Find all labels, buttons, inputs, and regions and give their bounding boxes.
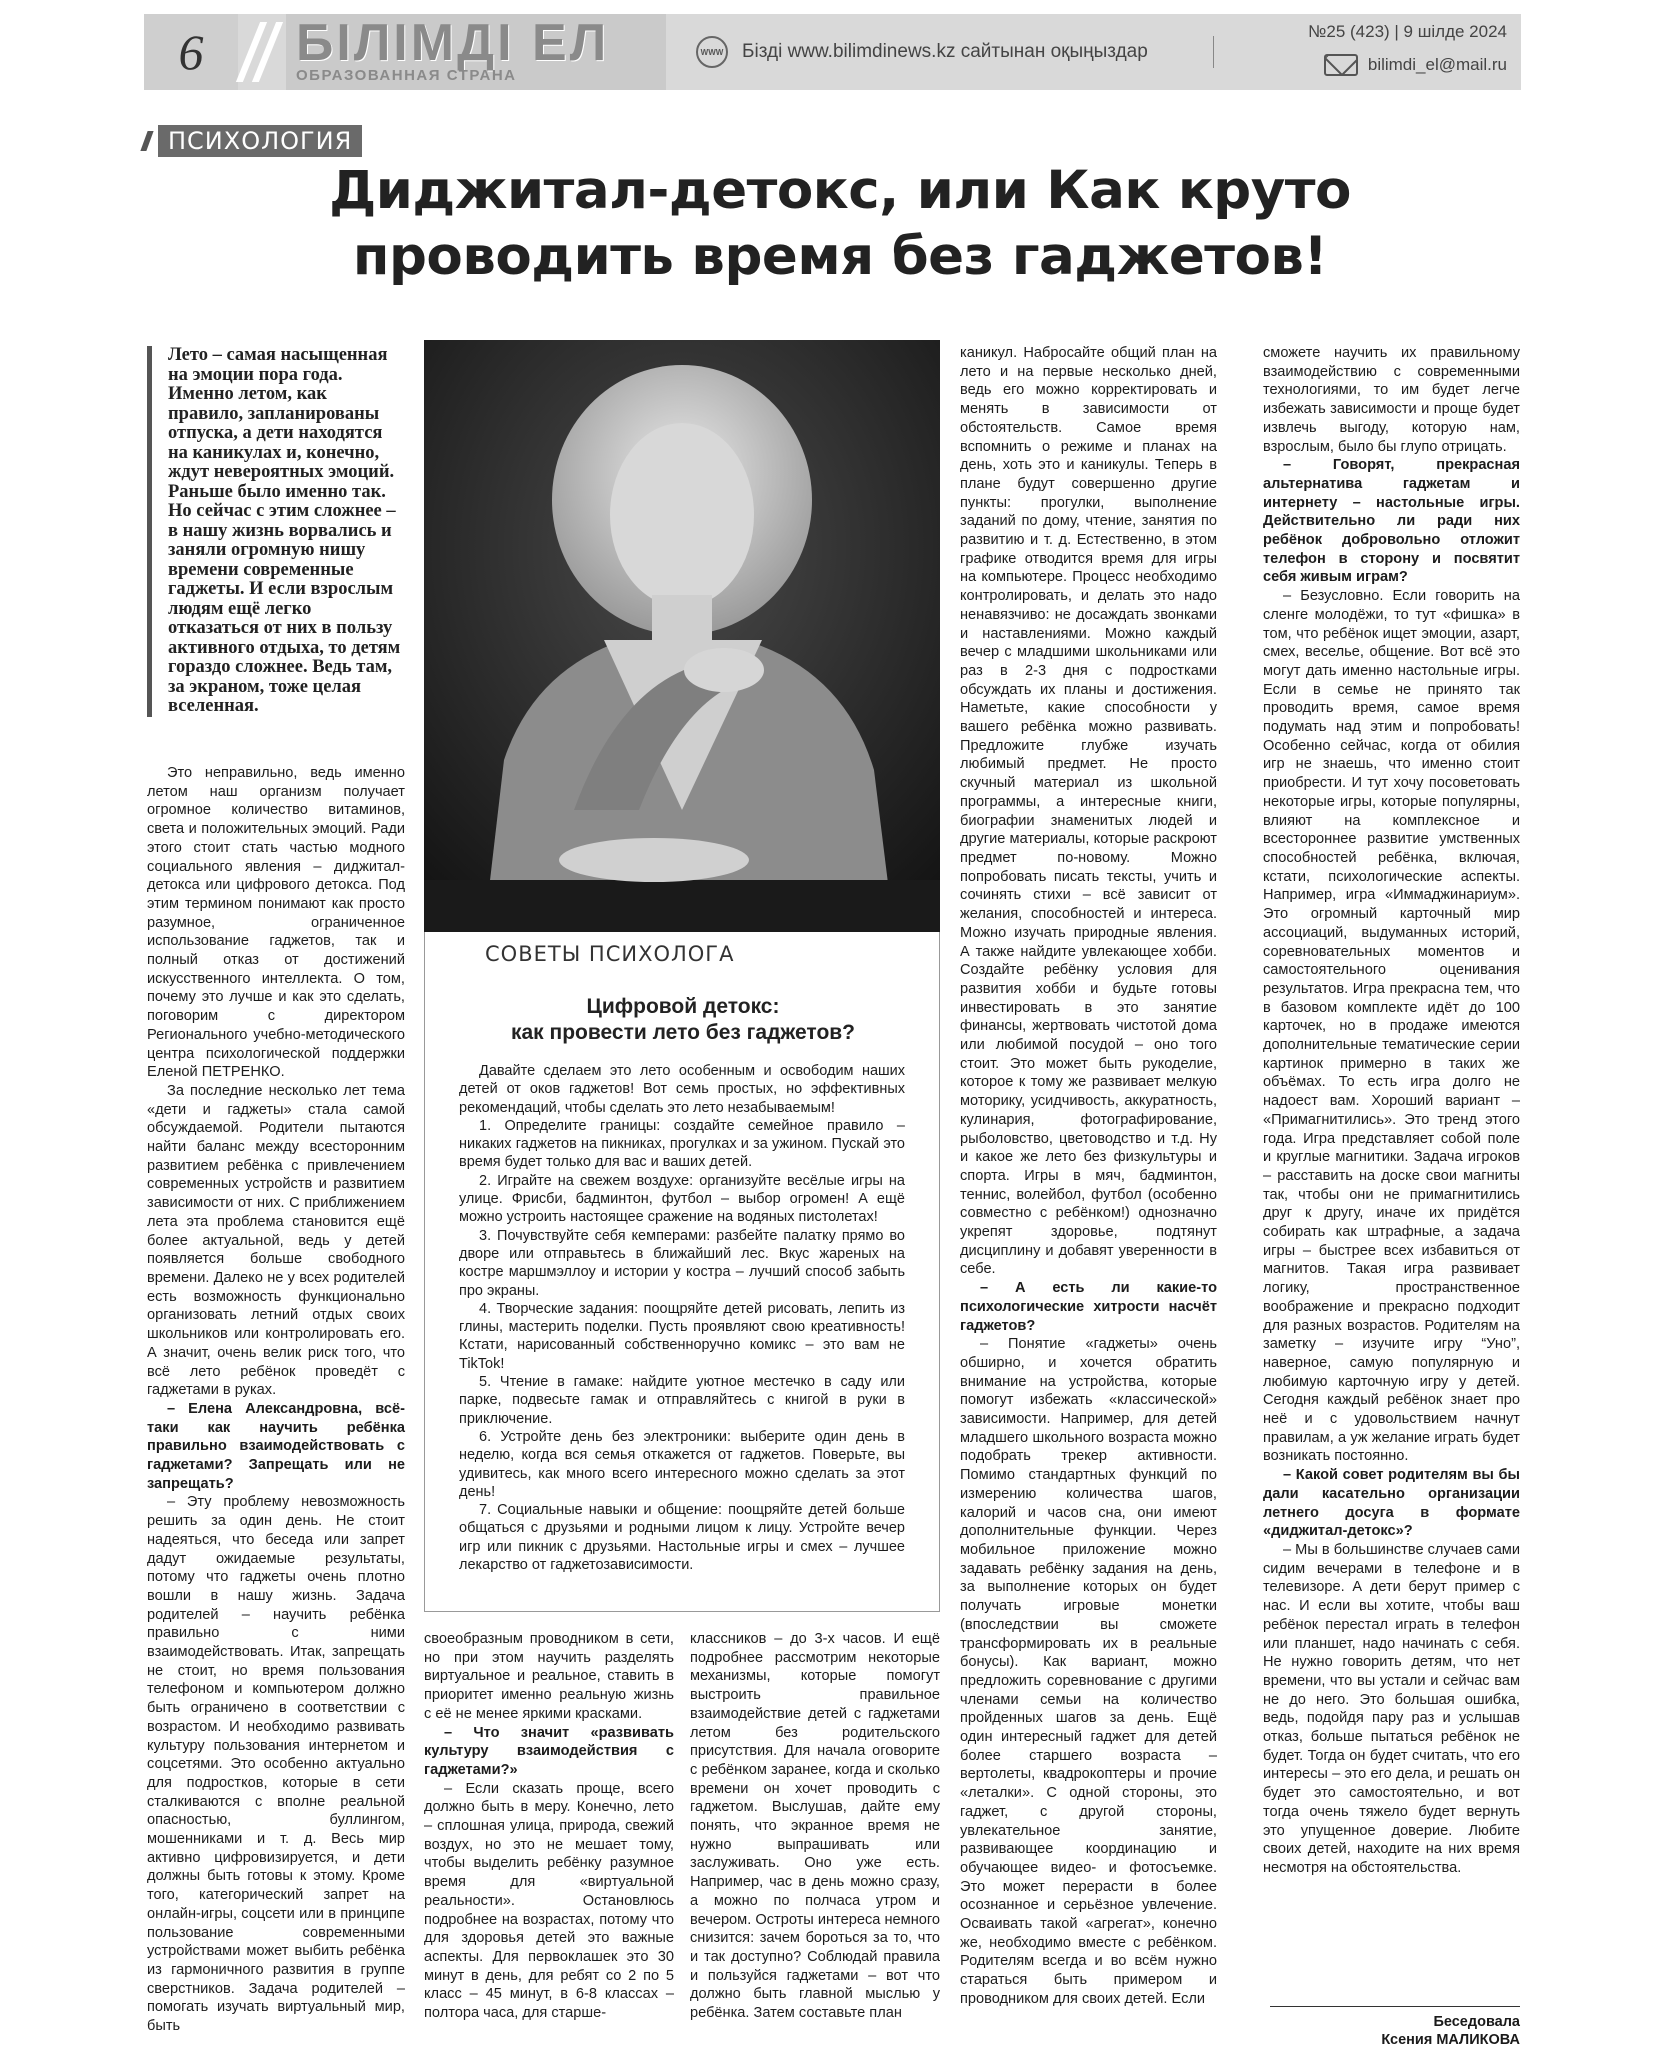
article-lead: Лето – самая насыщенная на эмоции пора года. Именно летом, как правило, запланированы отпуска, а дети находятся на каникулах и, конечно, ждут невероятных эмоций. Раньше было именно так. Но сейчас с этим сложнее – в нашу жизнь ворвались и заняли огромную нишу времени современные гаджеты. И если взрослым людям ещё легко отказаться от них в пользу активного отдыха, то детям гораздо сложнее. Ведь там, за экраном, тоже целая вселенная. [147,346,404,717]
tip-paragraph: 3. Почувствуйте себя кемперами: разбейте палатку прямо во дворе или отправьтесь в ближайший лес. Вкус жареных на костре маршмэллоу и истории у костра – лучший способ забыть про экраны. [459,1227,905,1299]
site-banner [666,14,1203,90]
chevron-decoration [238,14,286,90]
paragraph: – Понятие «гаджеты» очень обширно, и хочется обратить внимание на устройства, которые помогут избежать «классической» зависимости. Например, для детей младшего школьного возраста можно подобрать трекер активности. Помимо стандартных функций по измерению количества шагов, калорий и часов сна, они имеют дополнительные функции. Через мобильное приложение можно задавать ребёнку задания на день, за выполнение которых он будет получать игровые монетки (впоследствии вы сможете трансформировать их в реальные бонусы). Как вариант, можно предложить соревнование с другими членами семьи на количество пройденных шагов за день. Ещё один интересный гаджет для детей более старшего возраста – вертолеты, квадрокоптеры и прочие «леталки». С одной стороны, это гаджет, с другой стороны, увлекательное занятие, развивающее координацию и обучающее видео- и фотосъемке. Это может перерасти в более осознанное и серьёзное увлечение. Осваивать такой «агрегат», конечно же, необходимо вместе с ребёнком. Родителям всегда и во всём нужно стараться быть примером и проводником для своих детей. Если [960,1336,1217,2007]
globe-www-icon: WWW [696,36,728,68]
rubric-marker-icon [140,131,155,151]
paragraph: классников – до 3-х часов. И ещё подробнее рассмотрим некоторые механизмы, которые помогут выстроить правильное взаимодействие детей с гаджетами летом без родительского присутствия. Для начала оговорите с ребёнком заранее, когда и сколько времени он хочет проводить с гаджетом. Выслушав, дайте ему понять, что экранное время не нужно выпрашивать или заслуживать. Оно уже есть. Например, час в день можно сразу, а можно по полчаса утром и вечером. Остроты интереса немного снизится: зачем бороться за то, что и так доступно? Соблюдай правила и пользуйся гаджетами – вот что должно быть главной мыслью у ребёнка. Затем составьте план [690,1631,940,2022]
paragraph: – Если сказать проще, всего должно быть в меру. Конечно, лето – сплошная улица, природа, свежий воздух, но это не мешает тому, чтобы выделить ребёнку разумное время для «виртуальной реальности». Остановлюсь подробнее на возрастах, потому что для здоровья детей это важные аспекты. Для первоклашек это 30 минут в день, для ребят со 2 по 5 класс – 45 минут, в 6-8 классах – полтора часа, для старше- [424,1780,674,2022]
logo-main-text: БІЛІМДІ ЕЛ [296,13,610,72]
rubric-label: ПСИХОЛОГИЯ [158,125,362,157]
page-number: 6 [144,14,238,90]
email-row [1233,54,1507,76]
signature-line2: Ксения МАЛИКОВА [1381,2032,1520,2048]
tip-paragraph: 6. Устройте день без электроники: выберите один день в неделю, когда вся семья откажется от гаджетов. Поверьте, вы удивитесь, как много всего интересного можно сделать за этот день! [459,1428,905,1500]
tip-paragraph: 7. Социальные навыки и общение: поощряйте детей больше общаться с друзьями и родными лицом к лицу. Устройте вечер игр или пикник с друзьями. Настольные игры и смех – лучшее лекарство от гаджетозависимости. [459,1502,905,1574]
envelope-icon [1324,54,1358,76]
issue-number-date: №25 (423) | 9 шілде 2024 [1308,22,1507,41]
article-title-line1: Диджитал-детокс, или Как круто [329,160,1351,221]
portrait-photo [424,340,940,932]
email-address[interactable]: bilimdi_el@mail.ru [1367,55,1507,74]
article-title-line2: проводить время без гаджетов! [352,226,1328,287]
paragraph: каникул. Набросайте общий план на лето и на первые несколько дней, ведь его можно корректировать и менять в зависимости от обстоятельств. Самое время вспомнить о режиме и планах на день, хоть это и каникулы. Теперь в плане будут совершенно другие пункты: прогулки, выполнение заданий по дому, чтение, занятия по развитию и т. д. Естественно, в этом графике отводится время для игры на компьютере. Процесс необходимо контролировать, и делать это надо ненавязчиво: не досаждать звонками и наставлениями. Можно каждый вечер с младшими школьниками или раз в 2-3 дня с подростками обсуждать их планы и достижения. Наметьте, какие способности у вашего ребёнка можно развивать. Предложите глубже изучать любимый предмет. Не просто скучный материал из школьной программы, а интересные книги, биографии знаменитых людей и другие материалы, которые раскроют предмет по-новому. Можно попробовать писать тексты, учить и сочинять стихи – всё зависит от желания, способностей и интереса. Можно изучать природные явления. А также найдите увлекающее хобби. Создайте ребёнку условия для развития хобби и будьте готовы инвестировать в это занятие финансы, жертвовать чистотой дома или любимой посудой – оно того стоит. Это может быть рукоделие, которое к тому же развивает мелкую моторику, усидчивость, аккуратность, кулинария, фотографирование, рыболовство, цветоводство и т.д. Ну и какое же лето без физкультуры и спорта. Игры в мяч, бадминтон, теннис, волейбол, футбол (особенно совместно с ребёнком!) однозначно укрепят здоровье, подтянут дисциплину и добавят уверенности в себе. [960,345,1217,1278]
paragraph: сможете научить их правильному взаимодействию с современными технологиями, то им будет легче избежать зависимости и проще будет извлечь выгоду, которую нам, взрослым, было бы глупо отрицать. [1263,345,1520,455]
column-3 [690,1630,940,2023]
newspaper-logo [286,14,666,90]
tip-paragraph: 5. Чтение в гамаке: найдите уютное местечко в саду или парке, подвесьте гамак и отправляйтесь с книгой в руки в приключение. [459,1374,905,1427]
tip-paragraph: 4. Творческие задания: поощряйте детей рисовать, лепить из глины, мастерить поделки. Пусть проявляют свою креативность! Кстати, нарисованный собственноручно комикс – это вам не TikTok! [459,1300,905,1372]
section-rubric [144,124,362,158]
tip-paragraph: 1. Определите границы: создайте семейное правило – никаких гаджетов на пикниках, прогулках и за ужином. Пускай это время будет только для вас и ваших детей. [459,1117,905,1171]
paragraph: – Мы в большинстве случаев сами сидим вечерами в телефоне и в телевизоре. А дети берут пример с нас. И если вы хотите, чтобы ваш ребёнок перестал играть в телефон или планшет, надо начинать с себя. Не нужно говорить детям, что нет времени, что вы устали и сейчас вам не до него. Это большая ошибка, ведь, подойдя пару раз и услышав отказ, больше пытаться ребёнок не будет. Тогда он будет считать, что его интересы – это его дела, и решать он будет это самостоятельно, и вот тогда очень тяжело будет вернуть это упущенное доверие. Любите своих детей, находите на них время несмотря на обстоятельства. [1263,1542,1520,1876]
tip-paragraph: 2. Играйте на свежем воздухе: организуйте весёлые игры на улице. Фрисби, бадминтон, футбол – выбор огромен! А ещё можно устроить настоящее сражение на водяных пистолетах! [459,1172,905,1226]
interview-question: – Какой совет родителям вы бы дали касательно организации летнего досуга в формате «диджитал-детокс»? [1263,1467,1520,1540]
interview-question: – Елена Александровна, всё-таки как научить ребёнка правильно взаимодействовать с гаджетами? Запрещать или не запрещать? [147,1400,405,1492]
paragraph: Это неправильно, ведь именно летом наш организм получает огромное количество витаминов, света и положительных эмоций. Ради этого стоит стать частью модного социального явления – диджитал-детокса или цифрового детокса. Под этим термином понимают как просто разумное, ограниченное использование гаджетов, так и полный отказ от достижений искусственного интеллекта. О том, почему это лучше и как это сделать, поговорим с директором Регионального учебно-методического центра психологической поддержки Еленой ПЕТРЕНКО. [147,765,405,1081]
column-1 [147,764,405,2036]
paragraph: За последние несколько лет тема «дети и гаджеты» стала самой обсуждаемой. Родители пытаются найти баланс между всесторонним развитием ребёнка с привлечением современных устройств и развитием зависимости от них. С приближением лета эта проблема становится ещё более актуальной, ведь у детей появляется больше свободного времени. Далеко не у всех родителей есть возможность функционально организовать летний отдых своих школьников или контролировать его. А значит, очень велик риск того, что всё лето ребёнок проведёт с гаджетами в руках. [147,1082,405,1399]
column-4 [960,344,1217,2009]
signature-line1: Беседовала [1433,2014,1520,2030]
site-link-text[interactable]: Бізді www.bilimdinews.kz сайтынан оқыңыздар [742,41,1148,62]
box-title-line1: Цифровой детокс: [586,995,780,1018]
logo-sub-text: ОБРАЗОВАННАЯ СТРАНА [296,66,517,84]
issue-info [1203,14,1521,90]
interview-question: – А есть ли какие-то психологические хитрости насчёт гаджетов? [960,1280,1217,1334]
box-title-line2: как провести лето без гаджетов? [510,1021,856,1044]
tip-paragraph: Давайте сделаем это лето особенным и освободим наших детей от оков гаджетов! Вот семь простых, но эффективных рекомендаций, чтобы сделать это лето незабываемым! [459,1063,905,1116]
interview-question: – Говорят, прекрасная альтернатива гаджетам и интернету – настольные игры. Действительно ли ради них ребёнок добровольно отложит телефон в сторону и посвятит себя живым играм? [1263,457,1520,586]
psychologist-tips-box [424,932,940,1612]
paragraph: – Эту проблему невозможность решить за один день. Не стоит надеяться, что беседа или запрет дадут ожидаемые результаты, потому что гаджеты очень плотно вошли в нашу жизнь. Задача родителей – научить ребёнка правильно с ними взаимодействовать. Итак, запрещать не стоит, но время пользования телефоном и компьютером должно быть ограничено в соответствии с возрастом. И необходимо развивать культуру пользования интернетом и соцсетями. Это особенно актуально для подростков, которые в сети сталкиваются с вполне реальной опасностью, буллингом, мошенниками и т. д. Весь мир активно цифровизируется, и дети должны быть готовы к этому. Кроме того, категорический запрет на онлайн-игры, соцсети или в принципе пользование современными устройствами может выбить ребёнка из гармоничного развития в группе сверстников. Задача родителей – помогать изучать виртуальный мир, быть [147,1494,405,2035]
column-2 [424,1630,674,2023]
box-kicker: СОВЕТЫ ПСИХОЛОГА [485,942,735,966]
paragraph: своеобразным проводником в сети, но при этом научить разделять виртуальное и реальное, ставить в приоритет именно реальную жизнь с её не менее яркими красками. [424,1631,674,1722]
box-title [445,994,921,1046]
box-body [459,1062,905,1574]
paragraph: – Безусловно. Если говорить на сленге молодёжи, то тут «фишка» в том, что ребёнок ищет эмоции, азарт, смех, веселье, общение. Вот всё это могут дать именно настольные игры. Если в семье не принято так проводить время, самое время подумать над этим и попробовать! Особенно сейчас, когда от обилия игр не знаешь, что именно стоит приобрести. И тут хочу посоветовать некоторые игры, которые популярны, влияют на комплексное и всестороннее развитие умственных способностей ребёнка, включая, кстати, психологические аспекты. Например, игра «Иммаджинариум». Это огромный карточный мир ассоциаций, выдуманных историй, соревновательных моментов и самостоятельного оценивания результатов. Игра прекрасна тем, что в базовом комплекте идёт до 100 карточек, но в продаже имеются дополнительные тематические серии картинок примерно в таких же объёмах. То есть игра долго не надоест вам. Хороший вариант – «Примагнитились». Это тренд этого года. Игра представляет собой поле и круглые магнитики. Задача игроков – расставить на доске свои магниты так, чтобы они не примагнитились друг к другу, иначе их придётся собирать как штрафные, а задача игры – быстрее всех избавиться от магнитов. Такая игра развивает логику, пространственное воображение и прекрасно подходит для разных возрастов. Родителям на заметку – изучите игру “Уно”, наверное, самую популярную и любимую карточную игру у детей. Сегодня каждый ребёнок знает про неё и с удовольствием начнут правилам, а уж желание играть будет возникать постоянно. [1263,588,1520,1465]
column-5 [1263,344,1520,1878]
page-header [144,14,1521,90]
article-title [300,158,1380,290]
interview-question: – Что значит «развивать культуру взаимодействия с гаджетами?» [424,1724,674,1778]
author-signature [1270,2006,1520,2048]
